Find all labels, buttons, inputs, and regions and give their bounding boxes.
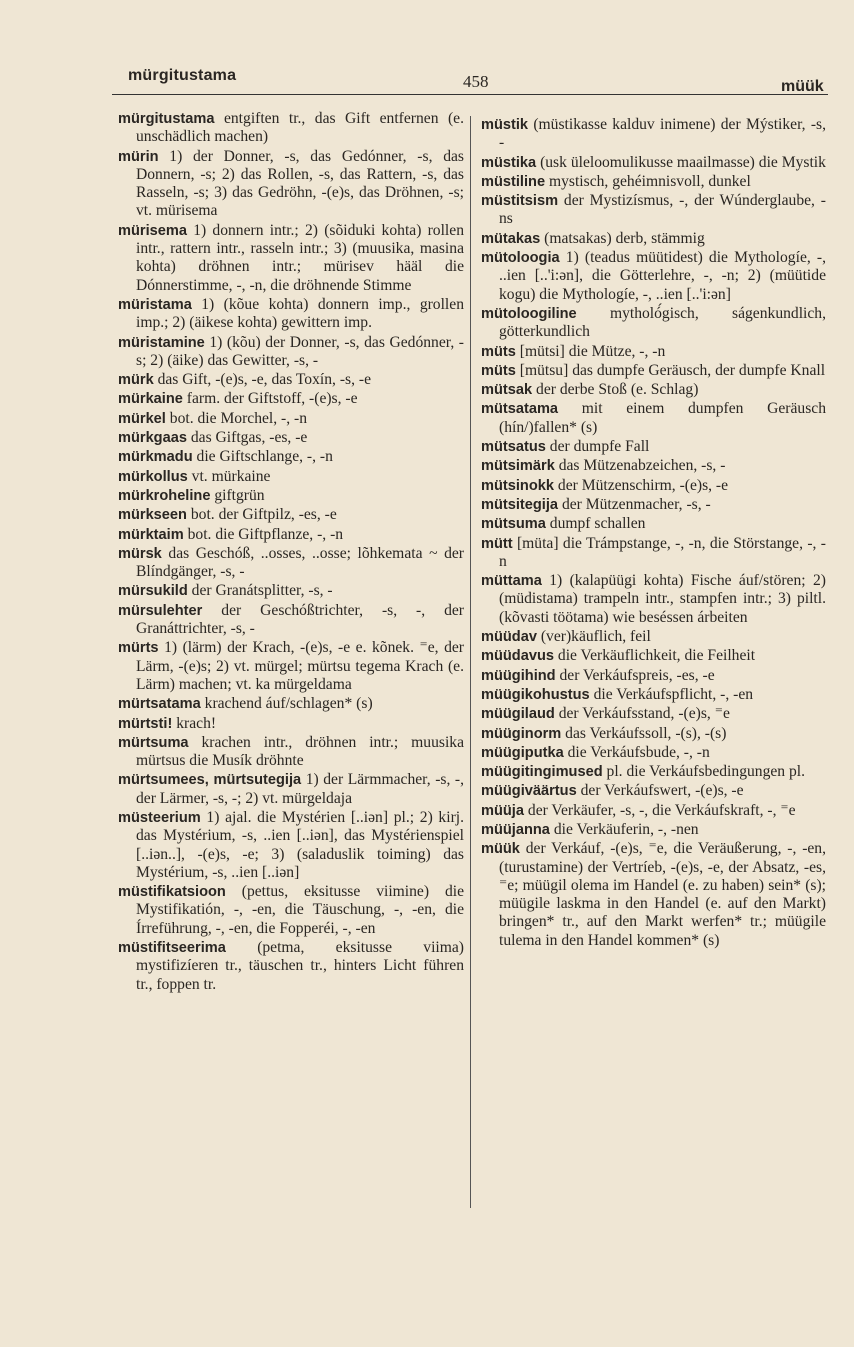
headword: müstifitseerima	[118, 940, 226, 957]
headword: müügihind	[481, 667, 556, 684]
dictionary-entry	[481, 572, 826, 627]
entry-definition: (petma, eksitusse viima) mystifizíeren tr., täuschen tr., hinters Licht führen tr., foppen tr.	[136, 939, 464, 993]
headword: müüjanna	[481, 821, 550, 838]
headword: mürtsuma	[118, 734, 189, 751]
entry-definition: der Mützenschirm, -(e)s, -e	[557, 476, 729, 494]
entry-definition: die Verkáufspflicht, -, -en	[593, 685, 754, 703]
headword: müügiputka	[481, 744, 564, 761]
headword: müüdav	[481, 629, 537, 646]
entry-definition: der Verkáufswert, -(e)s, -e	[580, 782, 744, 800]
entry-definition: krachen intr., dröhnen intr.; muusika mürtsus die Musík dröhnte	[136, 733, 464, 770]
headword: müts	[481, 343, 516, 360]
entry-definition: der Verkáufspreis, -es, -e	[559, 666, 715, 684]
entry-definition: die Verkäuferin, -, -nen	[553, 820, 699, 838]
entry-definition: dumpf schallen	[549, 515, 646, 533]
headword: müristamine	[118, 334, 205, 351]
headword: mürsk	[118, 545, 162, 562]
dictionary-entry	[481, 457, 826, 475]
headword: müüdavus	[481, 648, 554, 665]
entry-definition: giftgrün	[214, 486, 265, 504]
headword: mütoloogia	[481, 250, 560, 267]
entry-definition: der Geschóßtrichter, -s, -, der Granáttrichter, -s, -	[136, 601, 464, 638]
headword: mürkseen	[118, 507, 187, 524]
dictionary-entry	[118, 410, 464, 428]
dictionary-entry	[481, 192, 826, 229]
entry-definition: das Gift, -(e)s, -e, das Toxín, -s, -e	[157, 371, 372, 389]
headword: mürgitustama	[118, 111, 215, 127]
dictionary-entry	[481, 515, 826, 533]
entry-definition: bot. die Morchel, -, -n	[169, 409, 308, 427]
entry-definition: das Giftgas, -es, -e	[190, 429, 308, 447]
dictionary-entry	[118, 639, 464, 694]
dictionary-entry	[481, 667, 826, 685]
headword: mürkgaas	[118, 430, 187, 447]
dictionary-entry	[481, 725, 826, 743]
left-column	[118, 110, 464, 995]
headword: mütsinokk	[481, 477, 554, 494]
headword: mütsak	[481, 382, 533, 399]
headword: müügikohustus	[481, 686, 590, 703]
dictionary-entry	[118, 602, 464, 639]
headword: mürtsatama	[118, 696, 201, 713]
entry-definition: mystisch, gehéimnisvoll, dunkel	[548, 172, 751, 190]
dictionary-entry	[118, 487, 464, 505]
headword: müüja	[481, 802, 524, 819]
dictionary-entry	[481, 230, 826, 248]
headword: müstiline	[481, 173, 546, 190]
dictionary-entry	[481, 763, 826, 781]
entry-definition: (müstikasse kalduv inimene) der Mýstiker, -s, -	[499, 116, 827, 152]
entry-definition: der Granátsplitter, -s, -	[191, 582, 333, 600]
headword: mürtsti!	[118, 715, 173, 732]
headword: mürktaim	[118, 526, 184, 543]
entry-definition: mytholó́gisch, ságenkundlich, götterkundlich	[499, 304, 826, 341]
entry-definition: der Verkáuf, -(e)s, ⁼e, die Veräußerung, -, -en, (turustamine) der Vertríeb, -(e)s, -e, der Absatz, -es, ⁼e; müügil olema im Handel (e. zu haben) sein* (s); müügile laskma in den Handel (e. auf den Markt) bringen* tr., auf den Markt werfen* tr.; müügile tulema in den Handel kommen* (s)	[499, 840, 826, 949]
entry-definition: 1) ajal. die Mystérien [..iən] pl.; 2) kirj. das Mystérium, -s, ..ien [..iən], das Mystérienspiel [..iən..], -(e)s, -e; 3) (saladuslik toiming) das Mystérium, -s, ..ien [..iən]	[136, 808, 464, 881]
entry-definition: das Verkáufssoll, -(s), -(s)	[565, 724, 727, 742]
dictionary-entry	[481, 628, 826, 646]
headword: müts	[481, 362, 516, 379]
entry-definition: der Verkáufsstand, -(e)s, ⁼e	[558, 705, 730, 723]
dictionary-entry	[118, 448, 464, 466]
dictionary-entry	[118, 468, 464, 486]
entry-definition: die Giftschlange, -, -n	[196, 448, 333, 466]
headword: müstifikatsioon	[118, 884, 226, 901]
header-rule	[112, 94, 828, 95]
headword: müsteerium	[118, 809, 201, 826]
headword: mütsatama	[481, 401, 559, 418]
headword: müük	[481, 841, 520, 858]
dictionary-entry	[481, 173, 826, 191]
entry-definition: (matsakas) derb, stämmig	[544, 229, 705, 247]
entry-definition: die Verkáufsbude, -, -n	[567, 743, 710, 761]
dictionary-entry	[481, 154, 826, 172]
entry-definition: der derbe Stoß (e. Schlag)	[536, 381, 699, 399]
headword: mütsimärk	[481, 458, 555, 475]
headword: müstika	[481, 154, 537, 171]
dictionary-entry	[481, 686, 826, 704]
headword: mürsukild	[118, 583, 188, 600]
right-column	[481, 116, 826, 951]
headword: mürin	[118, 148, 159, 165]
headword: müttama	[481, 573, 542, 590]
entry-definition: 1) der Lärmmacher, -s, -, der Lärmer, -s, -; 2) vt. mürgeldaja	[136, 771, 464, 807]
column-divider	[470, 116, 471, 1208]
headword: müügilaud	[481, 706, 555, 723]
entry-definition: [müta] die Trámpstange, -, -n, die Störstange, -, -n	[499, 534, 826, 570]
entry-definition: bot. der Giftpilz, -es, -e	[190, 506, 337, 524]
dictionary-entry	[118, 695, 464, 713]
entry-definition: [mütsi] die Mütze, -, -n	[519, 342, 666, 360]
headword: mütakas	[481, 230, 541, 247]
entry-definition: krachend áuf/schlagen* (s)	[204, 695, 373, 713]
entry-definition: der Mützenmacher, -s, -	[561, 495, 711, 513]
dictionary-entry	[481, 249, 826, 304]
headword: mürk	[118, 372, 154, 389]
dictionary-entry	[118, 582, 464, 600]
dictionary-entry	[118, 371, 464, 389]
dictionary-entry	[481, 400, 826, 437]
headword: mürkel	[118, 410, 166, 427]
dictionary-entry	[481, 305, 826, 342]
dictionary-entry	[481, 705, 826, 723]
dictionary-entry	[118, 809, 464, 882]
headword: mürkaine	[118, 391, 183, 408]
right-guide-word: müük	[781, 78, 824, 95]
dictionary-entry	[481, 477, 826, 495]
dictionary-entry	[118, 545, 464, 582]
entry-definition: 1) (lärm) der Krach, -(e)s, -e e. kõnek. ⁼e, der Lärm, -(e)s; 2) vt. mürgel; mürtsu tegema Krach (e. Lärm) machen; vt. ka mürgeldama	[136, 639, 464, 693]
entry-definition: entgiften tr., das Gift entfernen (e. unschädlich machen)	[136, 110, 464, 146]
dictionary-entry	[118, 334, 464, 371]
dictionary-entry	[481, 535, 826, 572]
left-guide-word: mürgitustama	[128, 67, 237, 84]
headword: mürisema	[118, 222, 187, 239]
headword: mürts	[118, 640, 159, 657]
dictionary-entry	[118, 148, 464, 221]
dictionary-entry	[118, 715, 464, 733]
entry-definition: farm. der Giftstoff, -(e)s, -e	[186, 390, 358, 408]
entry-definition: das Geschóß, ..osses, ..osse; lõhkemata ~ der Blíndgänger, -s, -	[136, 544, 464, 581]
dictionary-entry	[481, 362, 826, 380]
entry-definition: (usk üleloomulikusse maailmasse) die Mystik	[540, 153, 826, 171]
dictionary-entry	[118, 771, 464, 808]
entry-definition: der Verkäufer, -s, -, die Verkáufskraft, -, ⁼e	[527, 801, 796, 819]
entry-definition: pl. die Verkáufsbedingungen pl.	[606, 763, 806, 781]
headword: müügiväärtus	[481, 783, 577, 800]
headword: mütt	[481, 535, 513, 552]
dictionary-entry	[481, 647, 826, 665]
entry-definition: die Verkäuflichkeit, die Feilheit	[557, 647, 756, 665]
dictionary-entry	[481, 438, 826, 456]
entry-definition: das Mützenabzeichen, -s, -	[558, 457, 726, 475]
entry-definition: 1) (teadus müütidest) die Mythologíe, -, ..ien [..'i:ən], die Götterlehre, -, -n; 2) (müütide kogu) die Mythologíe, -, ..ien [..'i:ən]	[499, 249, 826, 303]
entry-definition: (ver)käuflich, feil	[540, 628, 651, 646]
headword: müstik	[481, 117, 529, 133]
page-number: 458	[463, 72, 489, 91]
headword: mütoloogiline	[481, 305, 577, 322]
headword: müüginorm	[481, 725, 562, 742]
entry-definition: [mütsu] das dumpfe Geräusch, der dumpfe Knall	[519, 361, 826, 379]
headword: müügitingimused	[481, 764, 603, 781]
entry-definition: 1) der Donner, -s, das Gedónner, -s, das Donnern, -s; 2) das Rollen, -s, das Rattern, -s, das Rasseln, -s; 3) das Gedröhn, -(e)s, das Dröhnen, -s; vt. mürisema	[136, 147, 464, 220]
headword: mürsulehter	[118, 602, 203, 619]
headword: mütsatus	[481, 439, 546, 456]
headword: mütsuma	[481, 516, 546, 533]
dictionary-entry	[118, 390, 464, 408]
dictionary-entry	[481, 116, 826, 153]
dictionary-entry	[481, 381, 826, 399]
entry-definition: bot. die Giftpflanze, -, -n	[187, 525, 344, 543]
headword: mürkmadu	[118, 449, 193, 466]
entry-definition: der Mystizísmus, -, der Wúnderglaube, -ns	[499, 192, 826, 228]
headword: mütsitegija	[481, 496, 559, 513]
dictionary-entry	[118, 110, 464, 147]
entry-definition: 1) (kõu) der Donner, -s, das Gedónner, -s; 2) (äike) das Gewitter, -s, -	[136, 333, 464, 369]
entry-definition: 1) (kalapüügi kohta) Fische áuf/stören; 2) (müdistama) trampeln intr., stampfen intr.; 3) piltl. (kõvasti töötama) wie beséssen árbeiten	[499, 572, 826, 626]
entry-definition: 1) donnern intr.; 2) (sõiduki kohta) rollen intr., rattern intr., rasseln intr.; 3) (muusika, masina kohta) dröhnen intr.; mürisev hääl die Dónnerstimme, -, -n, die dröhnende Stimme	[136, 221, 464, 294]
entry-definition: krach!	[176, 714, 217, 732]
headword: mürtsumees, mürtsutegija	[118, 772, 302, 789]
dictionary-entry	[481, 782, 826, 800]
headword: müstitsism	[481, 193, 559, 210]
dictionary-entry	[118, 734, 464, 771]
entry-definition: mit einem dumpfen Geräusch (hín/)fallen* (s)	[499, 400, 826, 436]
dictionary-entry	[481, 496, 826, 514]
dictionary-entry	[481, 802, 826, 820]
dictionary-entry	[118, 222, 464, 295]
entry-definition: der dumpfe Fall	[549, 438, 650, 456]
dictionary-entry	[481, 744, 826, 762]
dictionary-entry	[481, 343, 826, 361]
entry-definition: (pettus, eksitusse viimine) die Mystifikatión, -, -en, die Täuschung, -, -en, die Írreführung, -, -en, die Fopperéi, -, -en	[136, 883, 464, 937]
entry-definition: 1) (kõue kohta) donnern imp., grollen imp.; 2) (äikese kohta) gewittern imp.	[136, 295, 464, 332]
dictionary-entry	[118, 429, 464, 447]
dictionary-entry	[118, 883, 464, 938]
dictionary-entry	[481, 821, 826, 839]
dictionary-entry	[481, 840, 826, 950]
dictionary-entry	[118, 506, 464, 524]
headword: mürkroheline	[118, 487, 211, 504]
dictionary-entry	[118, 296, 464, 333]
headword: müristama	[118, 296, 192, 313]
headword: mürkollus	[118, 468, 188, 485]
entry-definition: vt. mürkaine	[191, 467, 271, 485]
dictionary-entry	[118, 526, 464, 544]
dictionary-entry	[118, 939, 464, 994]
